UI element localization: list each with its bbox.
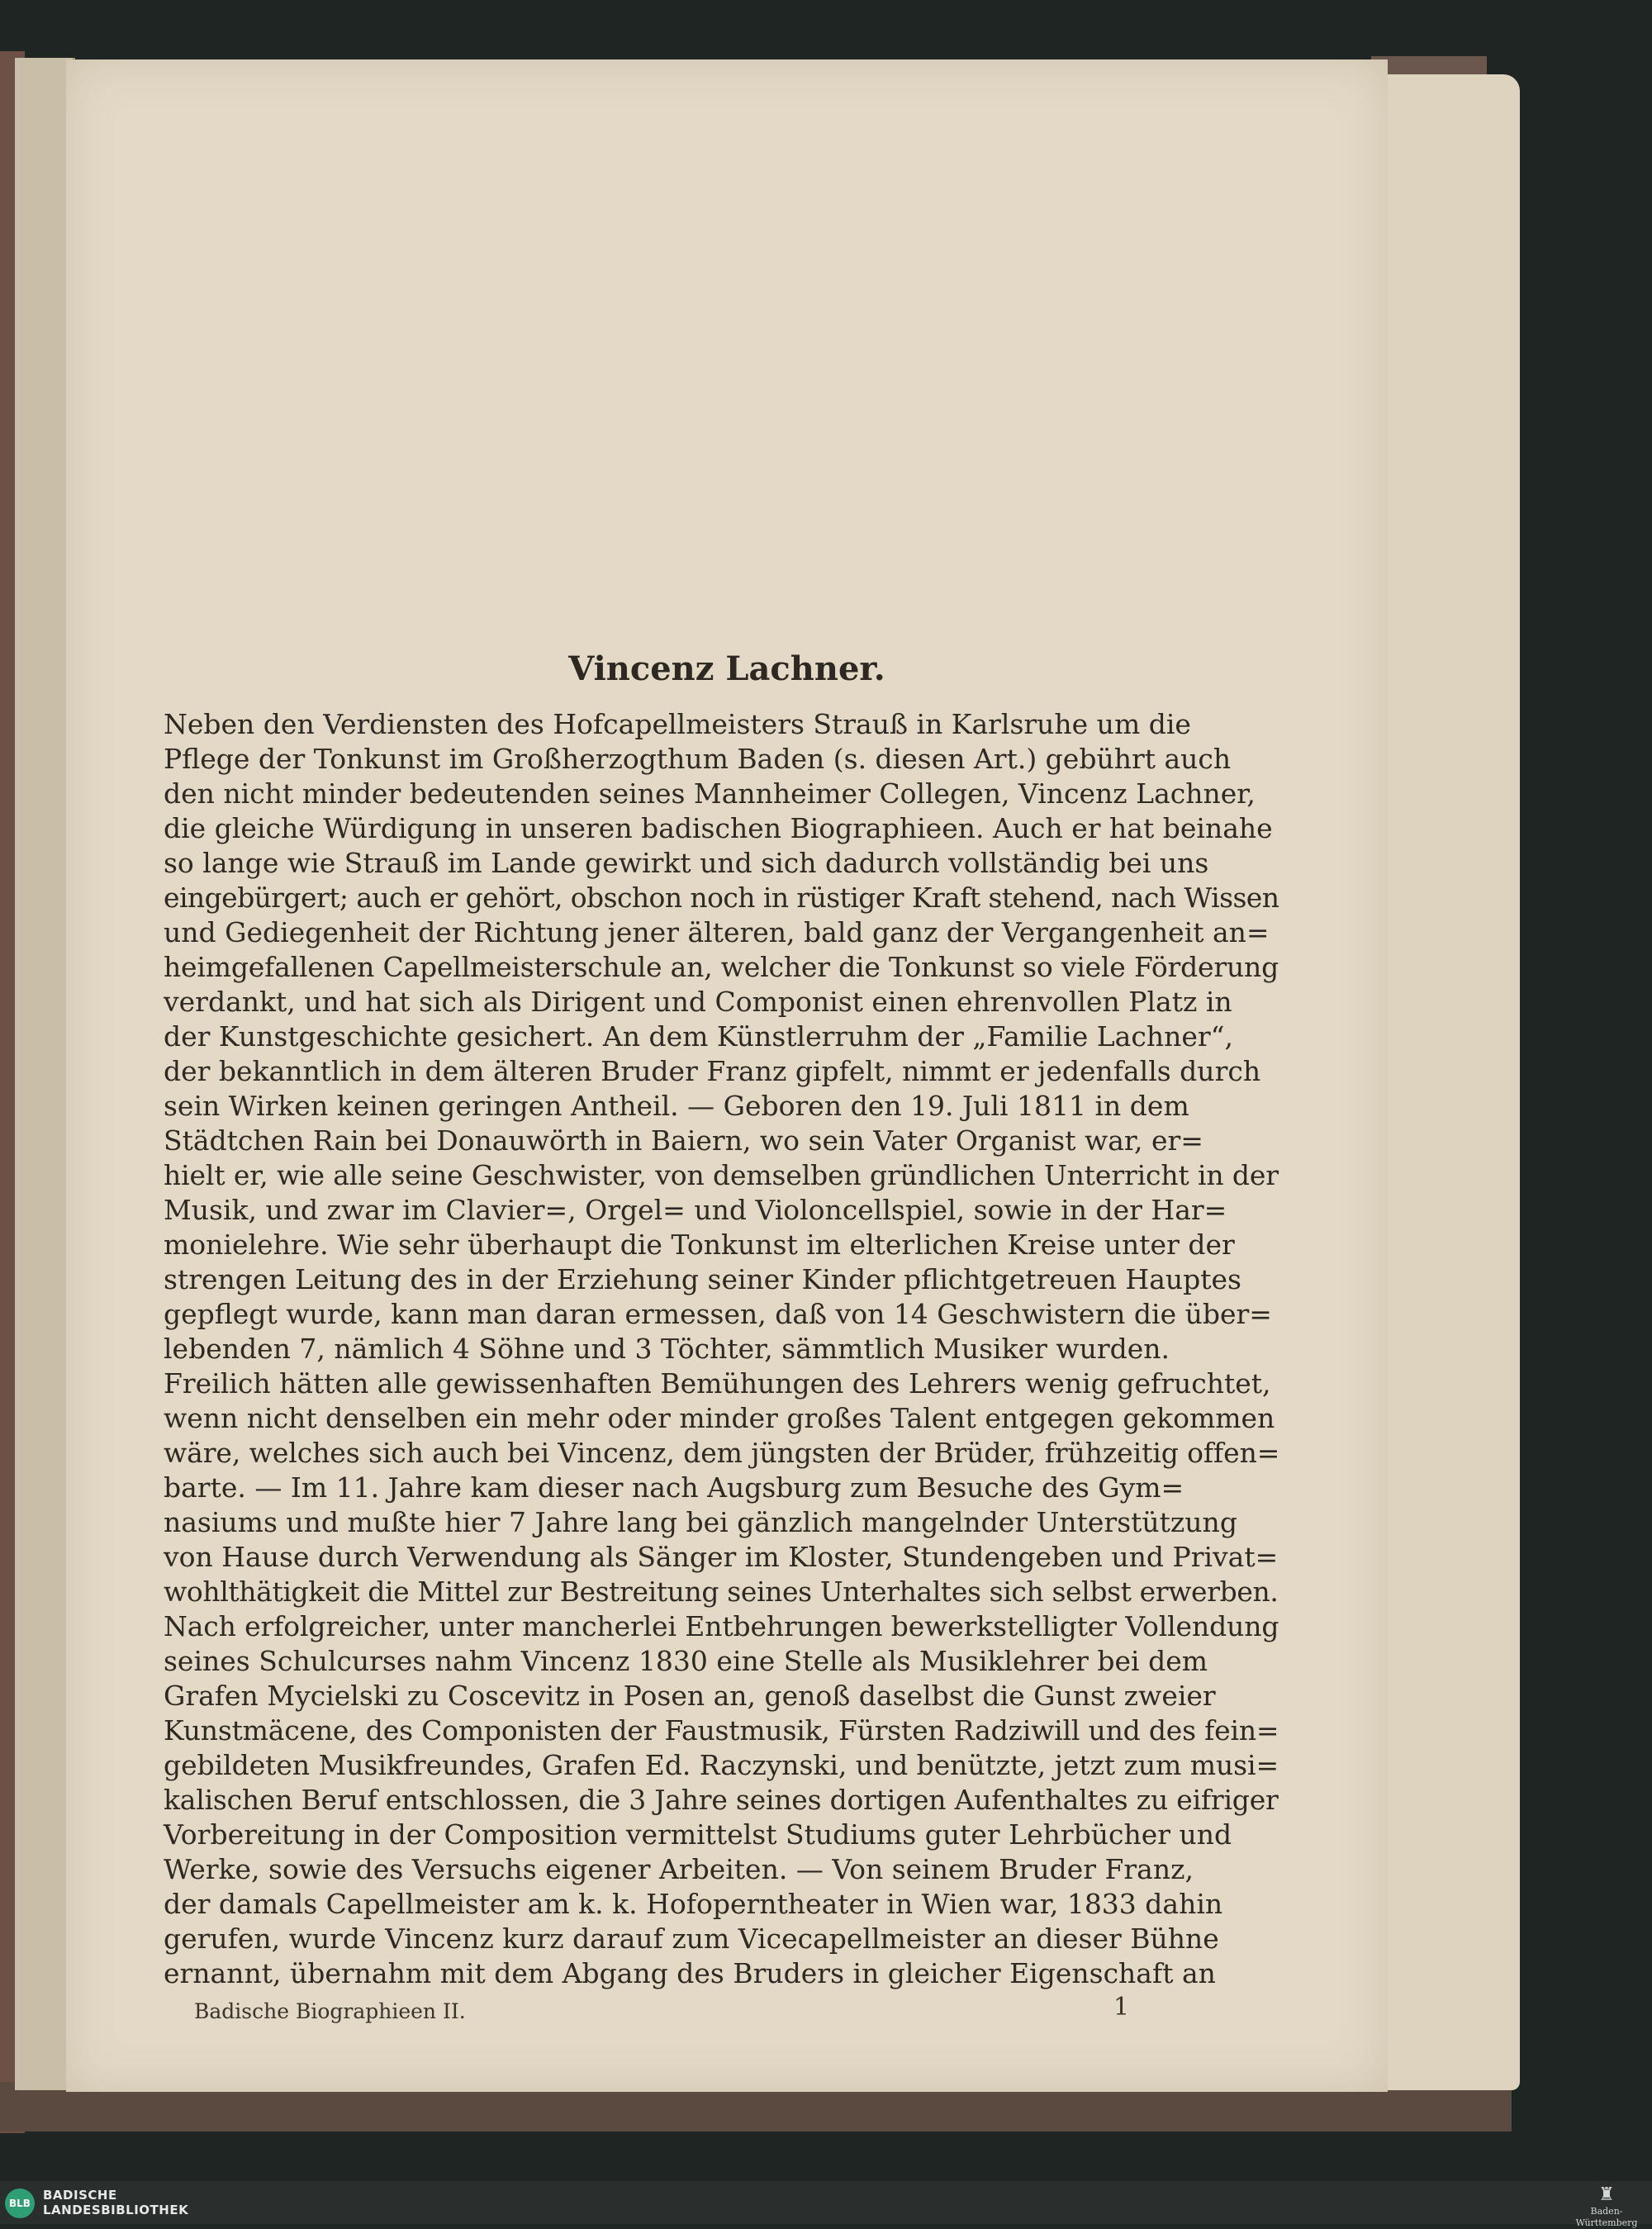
book-page: [66, 59, 1388, 2092]
text-line: der damals Capellmeister am k. k. Hofoperntheater in Wien war, 1833 dahin: [164, 1888, 1223, 1920]
text-line: nasiums und mußte hier 7 Jahre lang bei gänzlich mangelnder Unterstützung: [164, 1506, 1237, 1538]
text-line: barte. — Im 11. Jahre kam dieser nach Augsburg zum Besuche des Gym=: [164, 1471, 1184, 1504]
text-line: der Kunstgeschichte gesichert. An dem Künstlerruhm der „Familie Lachner“,: [164, 1020, 1233, 1053]
text-line: ernannt, übernahm mit dem Abgang des Bruders in gleicher Eigenschaft an: [164, 1957, 1216, 1989]
library-name: [43, 2188, 188, 2217]
text-line: hielt er, wie alle seine Geschwister, von demselben gründlichen Unterricht in der: [164, 1159, 1279, 1191]
text-line: gepflegt wurde, kann man daran ermessen, daß von 14 Geschwistern die über=: [164, 1298, 1272, 1330]
coat-of-arms-icon: ♜: [1598, 2184, 1615, 2205]
text-line: Musik, und zwar im Clavier=, Orgel= und Violoncellspiel, sowie in der Har=: [164, 1194, 1227, 1226]
text-line: Städtchen Rain bei Donauwörth in Baiern, wo sein Vater Organist war, er=: [164, 1124, 1203, 1157]
state-logo: [1569, 2184, 1644, 2229]
page-number: 1: [1113, 1993, 1130, 2022]
text-line: heimgefallenen Capellmeisterschule an, welcher die Tonkunst so viele Förderung: [164, 951, 1279, 983]
text-line: Nach erfolgreicher, unter mancherlei Entbehrungen bewerkstelligter Vollendung: [164, 1610, 1279, 1642]
text-line: lebenden 7, nämlich 4 Söhne und 3 Töchter, sämmtlich Musiker wurden.: [164, 1333, 1170, 1365]
library-name-line1: BADISCHE: [43, 2188, 117, 2203]
text-line: von Hause durch Verwendung als Sänger im Kloster, Stundengeben und Privat=: [164, 1541, 1279, 1573]
text-line: Freilich hätten alle gewissenhaften Bemühungen des Lehrers wenig gefruchtet,: [164, 1367, 1271, 1400]
text-line: monielehre. Wie sehr überhaupt die Tonkunst im elterlichen Kreise unter der: [164, 1229, 1235, 1261]
text-line: wohlthätigkeit die Mittel zur Bestreitung seines Unterhaltes sich selbst erwerben.: [164, 1576, 1279, 1608]
text-line: sein Wirken keinen geringen Antheil. — Geboren den 19. Juli 1811 in dem: [164, 1090, 1189, 1122]
text-line: kalischen Beruf entschlossen, die 3 Jahre seines dortigen Aufenthaltes zu eifriger: [164, 1784, 1279, 1816]
page-title: Vincenz Lachner.: [568, 649, 885, 688]
text-line: verdankt, und hat sich als Dirigent und Componist einen ehrenvollen Platz in: [164, 986, 1232, 1018]
text-line: Pflege der Tonkunst im Großherzogthum Baden (s. diesen Art.) gebührt auch: [164, 743, 1232, 775]
text-line: strengen Leitung des in der Erziehung seiner Kinder pflichtgetreuen Hauptes: [164, 1263, 1241, 1295]
text-line: Grafen Mycielski zu Coscevitz in Posen an, genoß daselbst die Gunst zweier: [164, 1680, 1216, 1712]
text-line: gebildeten Musikfreundes, Grafen Ed. Raczynski, und benützte, jetzt zum musi=: [164, 1749, 1279, 1781]
text-line: Vorbereitung in der Composition vermittelst Studiums guter Lehrbücher und: [164, 1818, 1232, 1851]
text-line: gerufen, wurde Vincenz kurz darauf zum Vicecapellmeister an dieser Bühne: [164, 1922, 1219, 1955]
viewer-footer-bar: [0, 2181, 1652, 2228]
text-line: eingebürgert; auch er gehört, obschon noch in rüstiger Kraft stehend, nach Wissen: [164, 882, 1279, 914]
text-line: der bekanntlich in dem älteren Bruder Franz gipfelt, nimmt er jedenfalls durch: [164, 1055, 1261, 1087]
text-line: Neben den Verdiensten des Hofcapellmeisters Strauß in Karlsruhe um die: [164, 708, 1191, 740]
blb-logo-icon: BLB: [5, 2189, 35, 2218]
text-line: Werke, sowie des Versuchs eigener Arbeiten. — Von seinem Bruder Franz,: [164, 1853, 1194, 1885]
text-line: den nicht minder bedeutenden seines Mannheimer Collegen, Vincenz Lachner,: [164, 777, 1256, 810]
text-line: die gleiche Würdigung in unseren badischen Biographieen. Auch er hat beinahe: [164, 812, 1273, 844]
footer-running-title: Badische Biographieen II.: [194, 1999, 466, 2023]
text-line: seines Schulcurses nahm Vincenz 1830 eine Stelle als Musiklehrer bei dem: [164, 1645, 1208, 1677]
text-line: wäre, welches sich auch bei Vincenz, dem jüngsten der Brüder, frühzeitig offen=: [164, 1437, 1280, 1469]
text-line: so lange wie Strauß im Lande gewirkt und sich dadurch vollständig bei uns: [164, 847, 1209, 879]
library-name-line2: LANDESBIBLIOTHEK: [43, 2203, 189, 2217]
body-text: [164, 707, 1279, 1991]
state-name: Baden-Württemberg: [1575, 2206, 1638, 2228]
text-line: und Gediegenheit der Richtung jener älteren, bald ganz der Vergangenheit an=: [164, 916, 1270, 948]
text-line: Kunstmäcene, des Componisten der Faustmusik, Fürsten Radziwill und des fein=: [164, 1714, 1279, 1747]
text-line: wenn nicht denselben ein mehr oder minder großes Talent entgegen gekommen: [164, 1402, 1275, 1434]
